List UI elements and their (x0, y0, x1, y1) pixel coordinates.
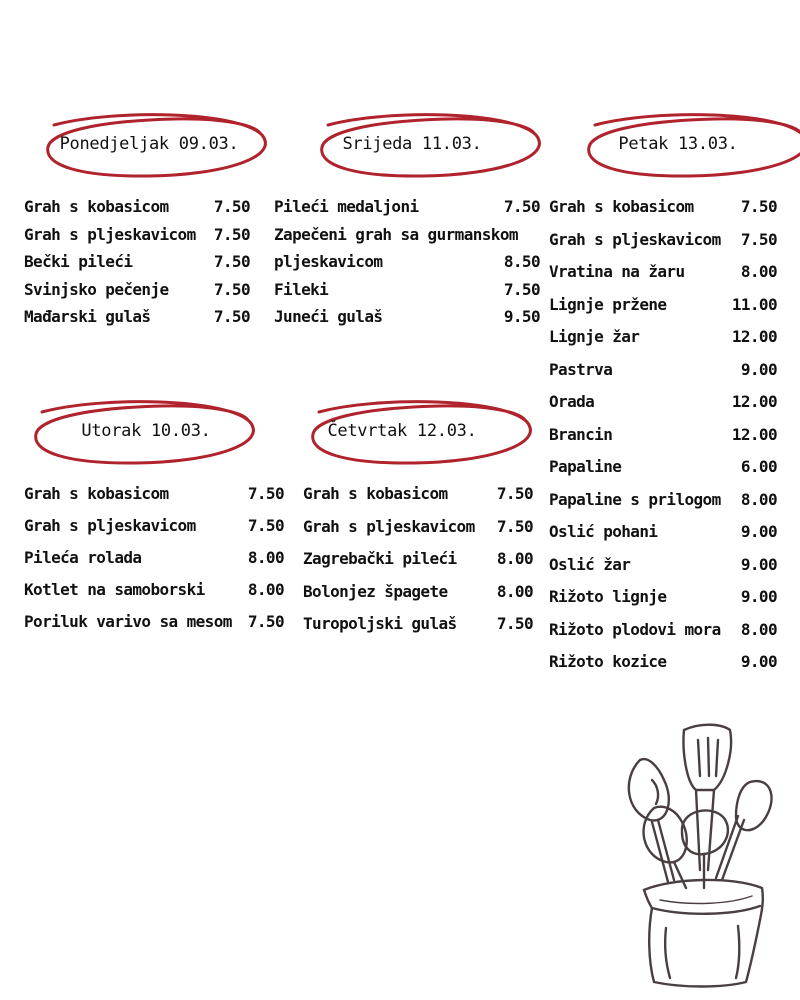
menu-item (303, 549, 533, 582)
menu-item-name: Grah s kobasicom (24, 484, 169, 503)
menu-item (24, 225, 250, 253)
menu-list (549, 197, 777, 685)
menu-item-name: Grah s pljeskavicom (303, 516, 475, 536)
menu-item-price: 11.00 (731, 294, 777, 314)
menu-item (549, 295, 777, 328)
day-title: Četvrtak 12.03. (327, 421, 477, 441)
menu-item-name: Turopoljski gulaš (303, 614, 457, 633)
menu-item-name: Grah s pljeskavicom (24, 224, 196, 244)
menu-item-price: 7.50 (247, 612, 284, 631)
day-title: Ponedjeljak 09.03. (59, 134, 239, 154)
menu-item-name: Rižoto plodovi mora (549, 619, 721, 639)
menu-item-price: 8.00 (740, 262, 777, 281)
menu-item (274, 225, 540, 253)
menu-item (24, 516, 284, 548)
menu-item-price: 7.50 (740, 197, 777, 216)
menu-item-price: 9.00 (740, 554, 777, 574)
menu-item-price: 9.50 (503, 307, 540, 326)
menu-item-name: Zagrebački pileći (303, 549, 457, 568)
menu-item (274, 252, 540, 280)
day-srijeda (274, 113, 540, 326)
day-ponedjeljak (24, 113, 256, 326)
menu-item-name: Pileći medaljoni (274, 197, 419, 216)
menu-item-name: Zapečeni grah sa gurmanskom (274, 224, 518, 244)
menu-item-price: 9.00 (740, 587, 777, 606)
menu-item (303, 517, 533, 550)
menu-item-name: Papaline (549, 457, 622, 476)
menu-item-price: 7.50 (247, 484, 284, 503)
menu-item-price: 7.50 (213, 252, 250, 271)
menu-item-name: Kotlet na samoborski (24, 580, 205, 599)
menu-item (549, 197, 777, 230)
menu-item (24, 548, 284, 580)
menu-item-price: 7.50 (213, 279, 250, 299)
menu-item-name: Lignje pržene (549, 294, 667, 314)
menu-item-price: 8.00 (496, 581, 533, 601)
day-utorak (24, 400, 284, 631)
menu-item (549, 425, 777, 458)
day-petak (549, 113, 777, 671)
menu-item-price: 7.50 (740, 229, 777, 249)
menu-item (24, 197, 250, 225)
day-title: Srijeda 11.03. (342, 134, 482, 154)
menu-item (549, 490, 777, 523)
menu-item-name: Rižoto kozice (549, 652, 667, 671)
menu-item-name: Bolonjez špagete (303, 581, 448, 601)
menu-item-price: 7.50 (213, 197, 250, 216)
menu-item-name: Grah s kobasicom (549, 197, 694, 216)
menu-item-price: 8.00 (740, 619, 777, 639)
menu-item-price: 7.50 (213, 224, 250, 244)
menu-item-name: Vratina na žaru (549, 262, 685, 281)
menu-item-price: 8.00 (247, 548, 284, 567)
menu-item (274, 307, 540, 335)
menu-item-price: 8.00 (496, 549, 533, 568)
menu-item (24, 580, 284, 612)
menu-item-name: pljeskavicom (274, 252, 383, 271)
menu-list (303, 484, 533, 647)
menu-item-name: Fileki (274, 279, 329, 299)
day-title: Utorak 10.03. (81, 421, 211, 441)
menu-item (24, 612, 284, 644)
menu-item (549, 392, 777, 425)
menu-item-name: Poriluk varivo sa mesom (24, 612, 232, 631)
menu-item-price: 8.00 (247, 580, 284, 599)
menu-item (24, 252, 250, 280)
menu-item-price: 8.50 (503, 252, 540, 271)
menu-item-price: 9.00 (740, 522, 777, 541)
menu-item-name: Pileća rolada (24, 548, 142, 567)
menu-item-price: 7.50 (496, 614, 533, 633)
menu-item-name: Orada (549, 392, 595, 411)
menu-item (549, 360, 777, 393)
menu-item-name: Brancin (549, 424, 613, 444)
menu-item (549, 522, 777, 555)
menu-item-price: 8.00 (740, 489, 777, 509)
day-header (24, 113, 256, 179)
menu-item-name: Grah s kobasicom (24, 197, 169, 216)
menu-item-name: Grah s pljeskavicom (549, 229, 721, 249)
menu-item (274, 280, 540, 308)
menu-item-name: Grah s kobasicom (303, 484, 448, 503)
menu-item-price: 7.50 (503, 279, 540, 299)
menu-item (303, 484, 533, 517)
menu-item-name: Juneći gulaš (274, 307, 383, 326)
menu-item-name: Oslić žar (549, 554, 631, 574)
menu-item-price: 7.50 (213, 307, 250, 326)
menu-item-name: Rižoto lignje (549, 587, 667, 606)
menu-item-name: Bečki pileći (24, 252, 133, 271)
menu-item-price: 7.50 (503, 197, 540, 216)
kitchen-utensils-jar-icon (612, 720, 782, 990)
menu-item (24, 307, 250, 335)
day-header (549, 113, 777, 179)
menu-item (303, 614, 533, 647)
menu-item-price: 7.50 (496, 484, 533, 503)
menu-item-price: 6.00 (740, 457, 777, 476)
menu-item-name: Svinjsko pečenje (24, 279, 169, 299)
day-header (303, 400, 533, 466)
menu-item-price: 12.00 (731, 424, 777, 444)
menu-item (303, 582, 533, 615)
menu-item (549, 230, 777, 263)
menu-item-price: 9.00 (740, 359, 777, 379)
menu-item (24, 484, 284, 516)
menu-item-name: Papaline s prilogom (549, 489, 721, 509)
menu-item (24, 280, 250, 308)
day-header (24, 400, 284, 466)
menu-item-price: 7.50 (247, 516, 284, 535)
day-header (274, 113, 540, 179)
menu-item (549, 620, 777, 653)
menu-list (24, 197, 250, 335)
menu-item (274, 197, 540, 225)
menu-item-price: 7.50 (496, 516, 533, 536)
menu-item (549, 457, 777, 490)
menu-item (549, 555, 777, 588)
menu-item-name: Lignje žar (549, 327, 640, 346)
day-title: Petak 13.03. (618, 134, 738, 154)
menu-item-name: Pastrva (549, 359, 613, 379)
menu-item (549, 652, 777, 685)
menu-item (549, 587, 777, 620)
menu-item-name: Oslić pohani (549, 522, 658, 541)
menu-list (274, 197, 540, 335)
menu-list (24, 484, 284, 644)
menu-item (549, 327, 777, 360)
menu-item (549, 262, 777, 295)
menu-item-price: 12.00 (731, 327, 777, 346)
menu-item-name: Grah s pljeskavicom (24, 516, 196, 535)
menu-item-name: Mađarski gulaš (24, 307, 151, 326)
menu-item-price: 9.00 (740, 652, 777, 671)
day-cetvrtak (303, 400, 533, 633)
menu-item-price: 12.00 (731, 392, 777, 411)
